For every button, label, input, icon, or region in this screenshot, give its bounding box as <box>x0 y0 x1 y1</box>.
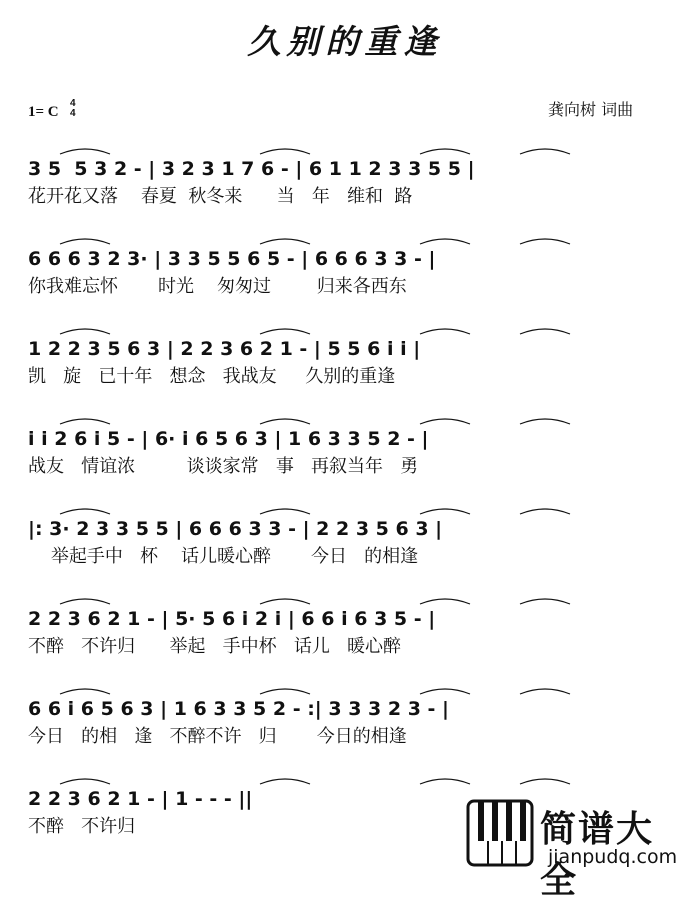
notation-line: 2 2 3 6 2 1 - | 1 - - - || <box>28 788 253 810</box>
watermark-url: jianpudq.com <box>548 846 678 868</box>
time-signature-bottom: 4 <box>70 108 76 119</box>
notation-line: 2 2 3 6 2 1 - | 5· 5 6 i 2 i | 6 6 i 6 3 5 - | <box>28 608 436 630</box>
lyric-line: 你我难忘怀 时光 匆匆过 归来各西东 <box>28 276 407 297</box>
score-row <box>0 328 690 388</box>
notation-line: 6 6 i 6 5 6 3 | 1 6 3 3 5 2 - :| 3 3 3 2 3 - | <box>28 698 449 720</box>
notation-line: 3 5 5 3 2 - | 3 2 3 1 7 6 - | 6 1 1 2 3 3 5 5 | <box>28 158 475 180</box>
lyric-line: 举起手中 杯 话儿暖心醉 今日 的相逢 <box>28 546 419 567</box>
lyric-line: 战友 情谊浓 谈谈家常 事 再叙当年 勇 <box>28 456 419 477</box>
notation-line: 6 6 6 3 2 3· | 3 3 5 5 6 5 - | 6 6 6 3 3 - | <box>28 248 436 270</box>
lyric-line: 花开花又落 春夏 秋冬来 当 年 维和 路 <box>28 186 413 207</box>
score-row <box>0 238 690 298</box>
time-signature-top: 4 <box>70 98 76 109</box>
notation-line: 1 2 2 3 5 6 3 | 2 2 3 6 2 1 - | 5 5 6 i i | <box>28 338 421 360</box>
lyric-line: 不醉 不许归 <box>28 816 136 837</box>
author-credit: 龚向树 词曲 <box>548 100 634 119</box>
time-signature <box>70 99 76 119</box>
watermark-name: 简谱大全 <box>540 809 655 901</box>
score-row <box>0 148 690 208</box>
lyric-line: 凯 旋 已十年 想念 我战友 久别的重逢 <box>28 366 396 387</box>
score-row <box>0 418 690 478</box>
key-signature: 1= C <box>28 104 59 120</box>
score-row <box>0 508 690 568</box>
song-title: 久别的重逢 <box>247 22 443 61</box>
score-row <box>0 688 690 748</box>
notation-line: i i 2 6 i 5 - | 6· i 6 5 6 3 | 1 6 3 3 5 2 - | <box>28 428 429 450</box>
lyric-line: 不醉 不许归 举起 手中杯 话儿 暖心醉 <box>28 636 401 657</box>
score-row <box>0 598 690 658</box>
notation-line: |: 3· 2 3 3 5 5 | 6 6 6 3 3 - | 2 2 3 5 6 3 | <box>28 518 443 540</box>
lyric-line: 今日 的相 逢 不醉不许 归 今日的相逢 <box>28 726 407 747</box>
